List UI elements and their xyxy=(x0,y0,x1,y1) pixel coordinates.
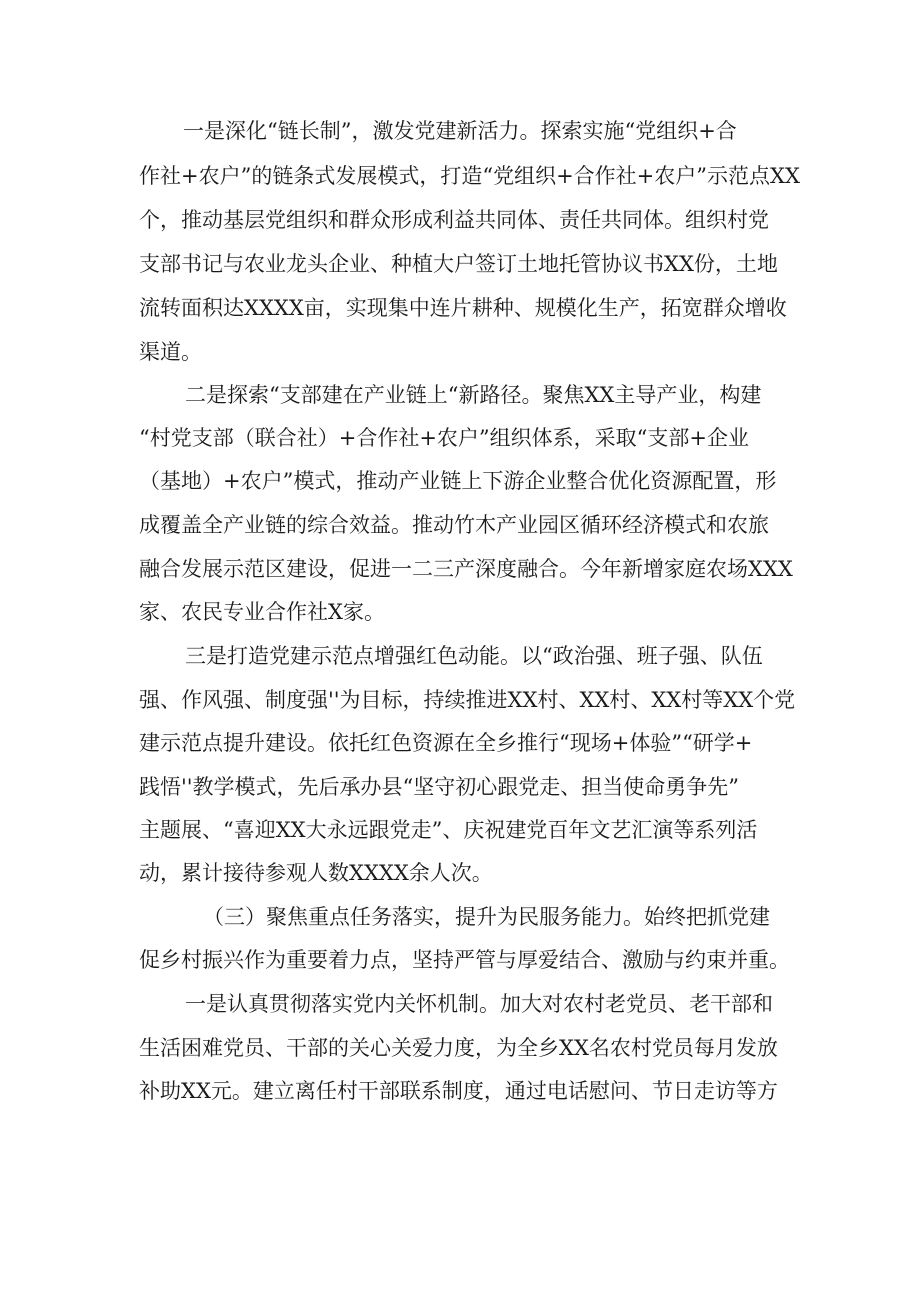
text-line: “村党支部（联合社）+合作社+农户”组织体系，采取“支部+企业 xyxy=(139,426,749,450)
text-line: 作社+农户”的链条式发展模式，打造“党组织+合作社+农户”示范点XX xyxy=(139,164,800,188)
text-line: 二是探索“支部建在产业链上“新路径。聚焦XX主导产业，构建 xyxy=(185,383,762,407)
text-line: 成覆盖全产业链的综合效益。推动竹木产业园区循环经济模式和农旅 xyxy=(139,513,769,537)
section-heading-line: （三）聚焦重点任务落实，提升为民服务能力。始终把抓党建 xyxy=(203,905,770,929)
text-line: 渠道。 xyxy=(139,340,202,364)
text-line: 融合发展示范区建设，促进一二三产深度融合。今年新增家庭农场XXX xyxy=(139,557,793,581)
text-line: 三是打造党建示范点增强红色动能。以“政治强、班子强、队伍 xyxy=(185,644,763,668)
text-line: 促乡村振兴作为重要着力点，坚持严管与厚爱结合、激励与约束并重。 xyxy=(139,948,790,972)
text-line: 动，累计接待参观人数XXXX余人次。 xyxy=(139,861,493,885)
text-line: 流转面积达XXXX亩，实现集中连片耕种、规模化生产，拓宽群众增收 xyxy=(139,296,787,320)
text-line: 家、农民专业合作社X家。 xyxy=(139,600,385,624)
text-line: 强、作风强、制度强''为目标，持续推进XX村、XX村、XX村等XX个党 xyxy=(139,688,796,712)
text-line: 主题展、“喜迎XX大永远跟党走”、庆祝建党百年文艺汇演等系列活 xyxy=(139,818,758,842)
text-line: 个，推动基层党组织和群众形成利益共同体、责任共同体。组织村党 xyxy=(139,208,769,232)
text-line: （基地）+农户”模式，推动产业链上下游企业整合优化资源配置，形 xyxy=(139,469,777,493)
text-line: 支部书记与农业龙头企业、种植大户签订土地托管协议书XX份，土地 xyxy=(139,252,778,276)
text-line: 补助XX元。建立离任村干部联系制度，通过电话慰问、节日走访等方 xyxy=(139,1079,778,1103)
text-line: 一是认真贯彻落实党内关怀机制。加大对农村老党员、老干部和 xyxy=(185,992,773,1016)
text-line: 践悟''教学模式，先后承办县“坚守初心跟党走、担当使命勇争先” xyxy=(139,775,740,799)
text-line: 生活困难党员、干部的关心关爱力度，为全乡XX名农村党员每月发放 xyxy=(139,1036,778,1060)
text-line: 一是深化“链长制”，激发党建新活力。探索实施“党组织+合 xyxy=(183,119,737,143)
text-line: 建示范点提升建设。依托红色资源在全乡推行“现场+体验”“研学+ xyxy=(139,731,753,755)
